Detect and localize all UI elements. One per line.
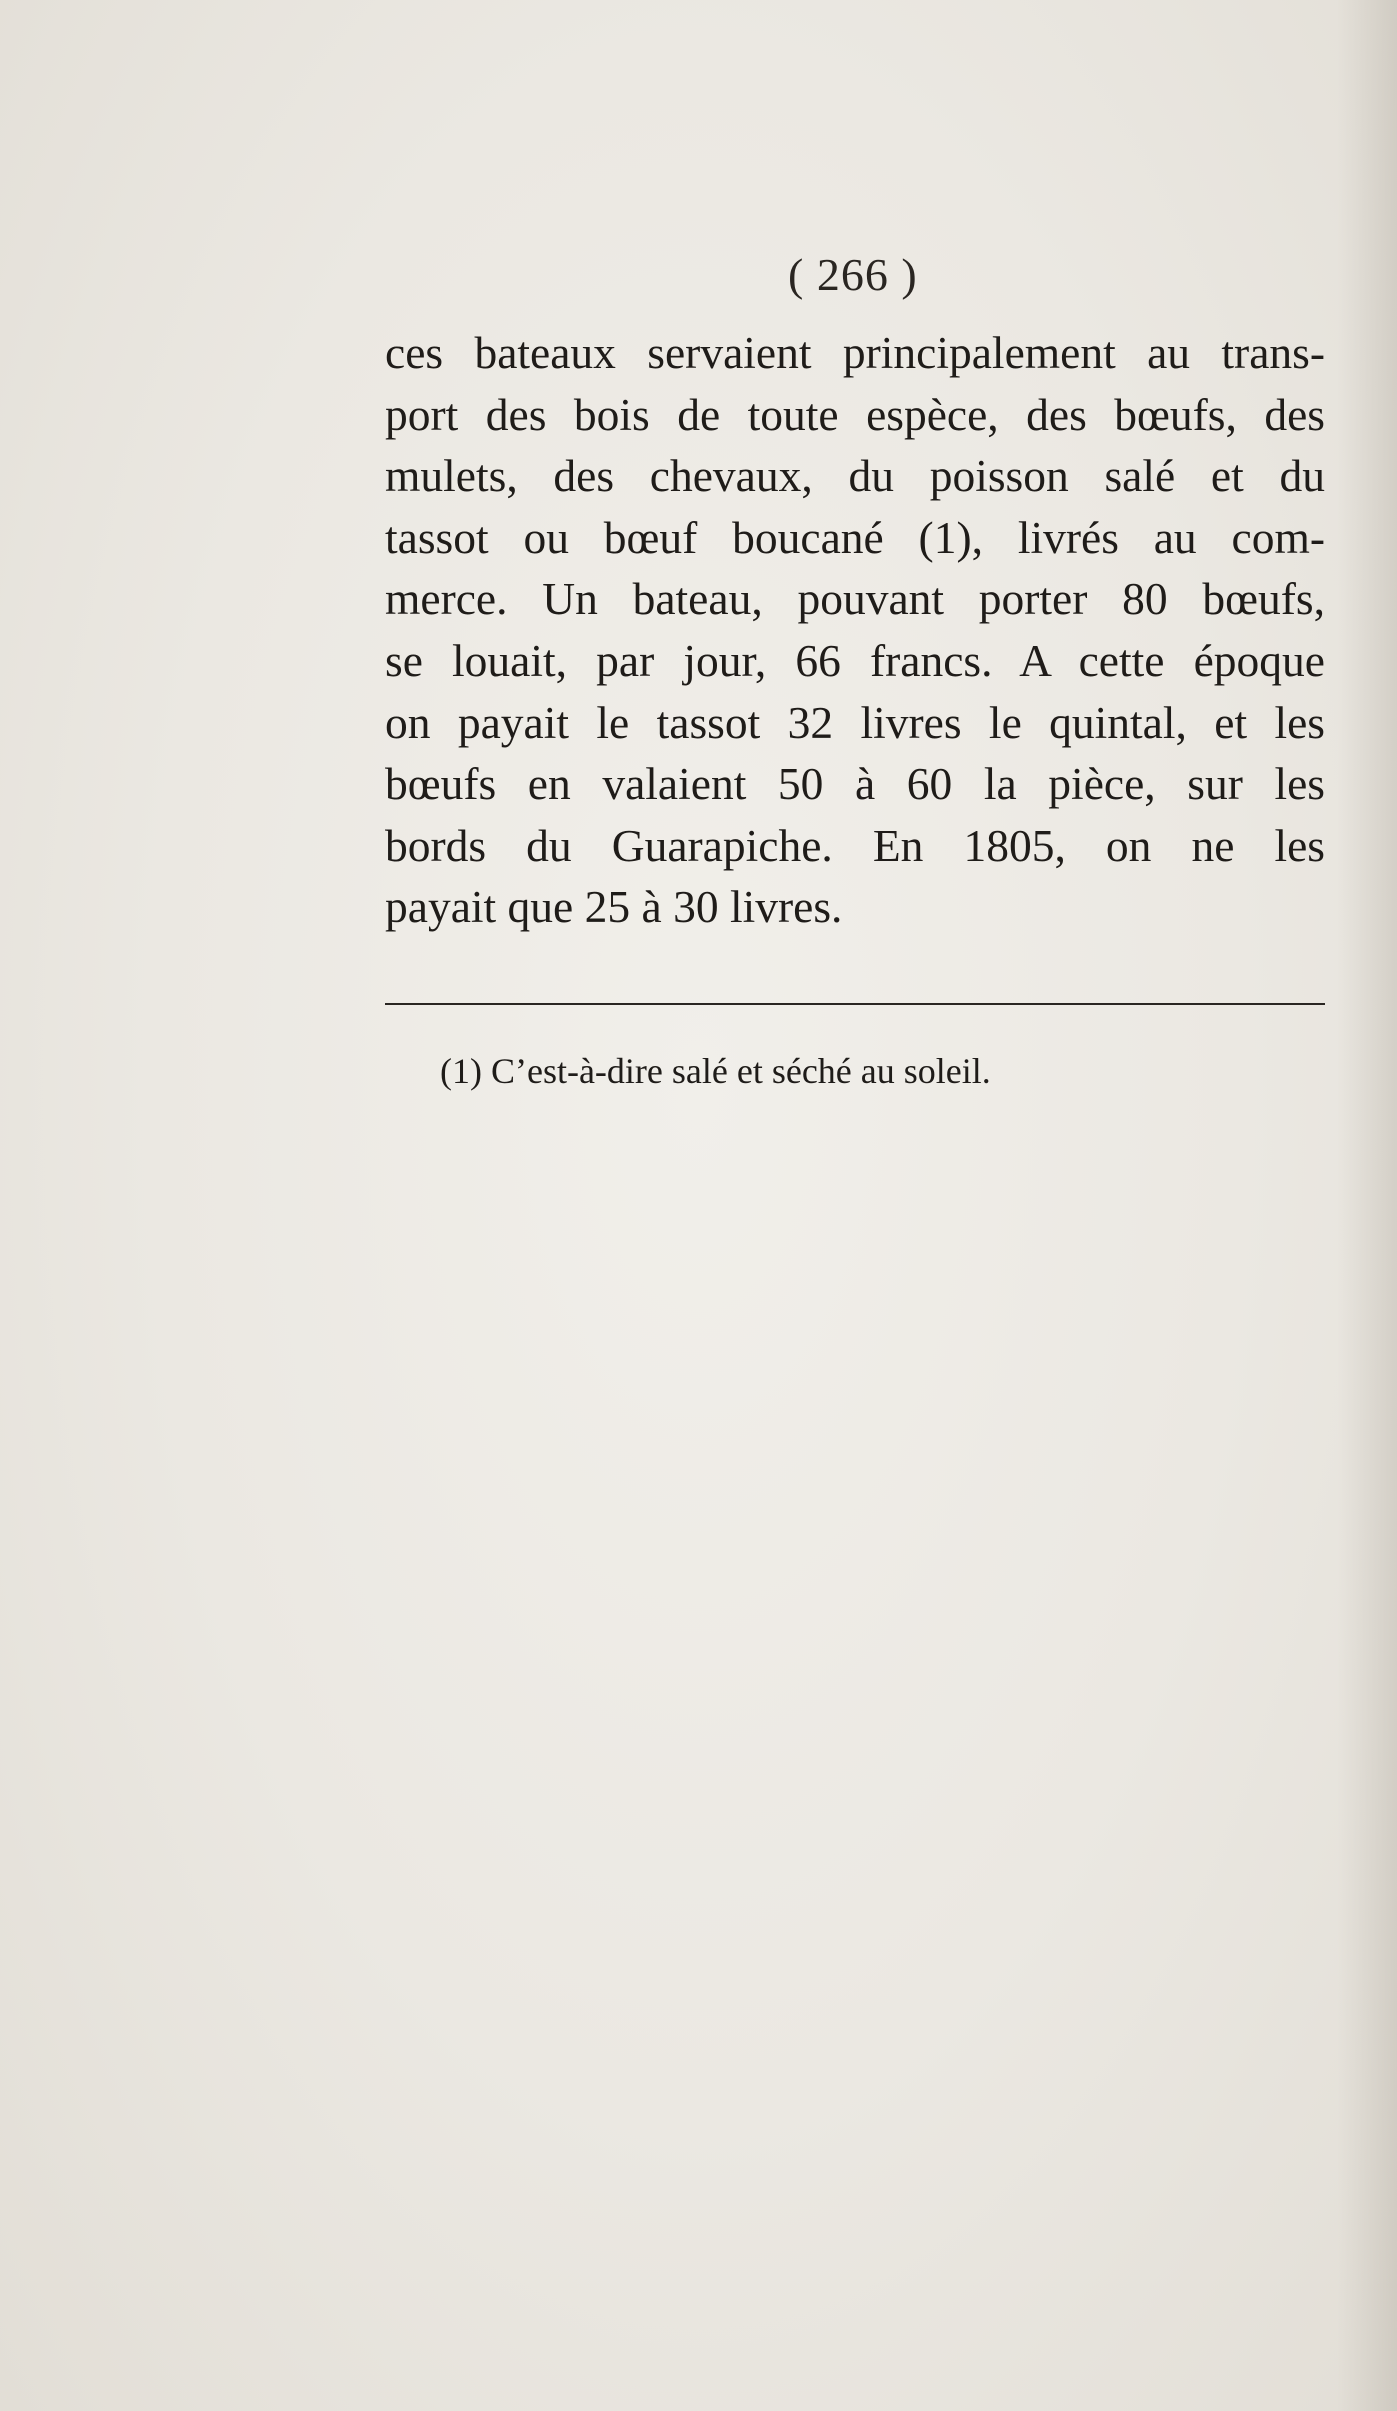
body-text (385, 322, 1325, 938)
body-line: merce. Un bateau, pouvant porter 80 bœufs, (385, 573, 1325, 625)
footnote: (1) C’est-à-dire salé et séché au soleil. (440, 1051, 991, 1091)
body-line: mulets, des chevaux, du poisson salé et du (385, 450, 1325, 502)
body-line: tassot ou bœuf boucané (1), livrés au com- (385, 511, 1325, 563)
body-line: ces bateaux servaient principalement au trans- (385, 327, 1325, 378)
page-edge-shadow (1337, 0, 1397, 2411)
body-line: bords du Guarapiche. En 1805, on ne les (385, 819, 1325, 871)
body-line: payait que 25 à 30 livres. (385, 881, 843, 933)
body-line: on payait le tassot 32 livres le quintal, et les (385, 696, 1325, 748)
body-line: port des bois de toute espèce, des bœufs, des (385, 388, 1325, 440)
body-line: bœufs en valaient 50 à 60 la pièce, sur les (385, 758, 1325, 810)
page-number: ( 266 ) (788, 249, 918, 300)
footnote-divider (385, 1003, 1325, 1005)
body-line: se louait, par jour, 66 francs. A cette époque (385, 634, 1325, 686)
